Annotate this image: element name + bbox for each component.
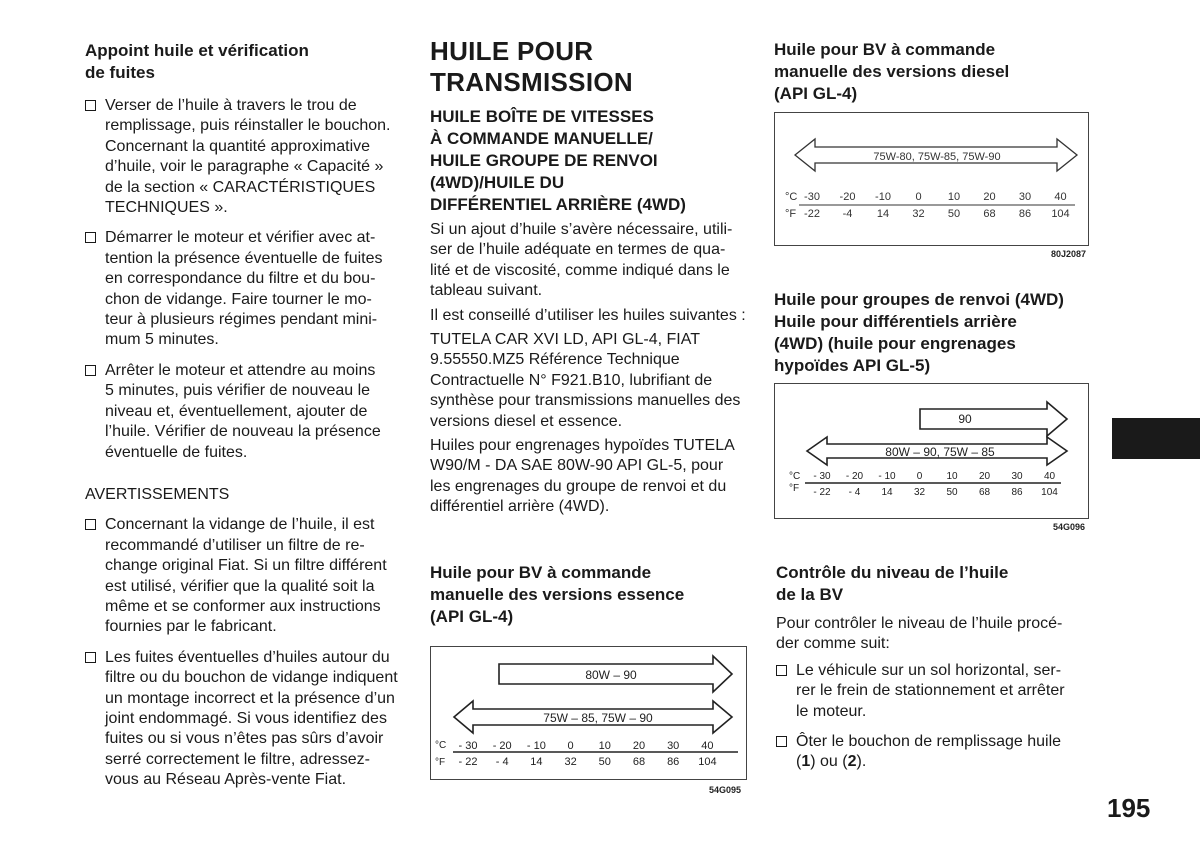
renvoi-oil-diagram bbox=[775, 384, 1088, 518]
fahrenheit-tick-label: 68 bbox=[978, 487, 991, 498]
celsius-tick-label: 40 bbox=[701, 740, 714, 752]
celsius-tick-label: - 30 bbox=[813, 471, 831, 482]
column-middle bbox=[430, 36, 748, 518]
essence-oil-diagram bbox=[431, 647, 746, 779]
page-number: 195 bbox=[1107, 793, 1151, 823]
section-heading-diesel: Huile pour BV à commande manuelle des versions diesel (API GL-4) bbox=[774, 40, 1010, 103]
fahrenheit-tick-label: -22 bbox=[804, 208, 820, 220]
fahrenheit-tick-label: 104 bbox=[1041, 487, 1058, 498]
checkbox-bullet-icon bbox=[85, 519, 96, 530]
celsius-tick-label: - 10 bbox=[526, 740, 546, 752]
fahrenheit-tick-label: 68 bbox=[632, 756, 646, 768]
celsius-tick-label: 0 bbox=[916, 471, 923, 482]
celsius-tick-label: 0 bbox=[567, 740, 574, 752]
fahrenheit-tick-label: - 22 bbox=[458, 756, 478, 768]
column-left bbox=[85, 40, 400, 791]
arrow-80w90-75w85-label: 80W – 90, 75W – 85 bbox=[885, 445, 995, 459]
fahrenheit-unit-label: °F bbox=[785, 208, 797, 220]
section-heading-renvoi: Huile pour groupes de renvoi (4WD) Huile pour différentiels arrière (4WD) (huile pour engrenages hypoïdes API GL-5) bbox=[774, 290, 1064, 375]
list-item: Concernant la vidange de l’huile, il est recommandé d’utiliser un filtre de re- change original Fiat. Si un filtre différent est utilisé, vérifier que la qualité soit la même et se conformer aux instructions fournies par le fabricant. bbox=[85, 515, 400, 637]
fahrenheit-tick-label: -4 bbox=[842, 208, 853, 220]
celsius-unit-label: °C bbox=[785, 191, 798, 203]
fahrenheit-tick-label: 50 bbox=[947, 208, 961, 220]
figure-diesel-oil-chart bbox=[774, 112, 1089, 259]
section-heading-controle: Contrôle du niveau de l’huile de la BV bbox=[776, 563, 1009, 604]
section-heading-appoint: Appoint huile et vérification de fuites bbox=[85, 41, 309, 82]
fahrenheit-tick-label: 32 bbox=[912, 208, 925, 220]
celsius-tick-label: 10 bbox=[947, 191, 961, 203]
page-title: HUILE POUR TRANSMISSION bbox=[430, 36, 633, 97]
fahrenheit-tick-label: - 22 bbox=[813, 487, 831, 498]
fahrenheit-tick-label: 86 bbox=[667, 756, 680, 768]
fahrenheit-tick-label: 32 bbox=[913, 487, 926, 498]
fahrenheit-tick-label: 14 bbox=[876, 208, 890, 220]
celsius-tick-label: 10 bbox=[598, 740, 611, 752]
celsius-unit-label: °C bbox=[789, 471, 801, 482]
fahrenheit-tick-label: 50 bbox=[598, 756, 611, 768]
celsius-tick-label: - 30 bbox=[458, 740, 478, 752]
figure-code: 80J2087 bbox=[1051, 249, 1087, 259]
celsius-tick-label: 40 bbox=[1054, 191, 1067, 203]
celsius-tick-label: 30 bbox=[667, 740, 680, 752]
checkbox-bullet-icon bbox=[85, 100, 96, 111]
celsius-tick-label: 20 bbox=[978, 471, 991, 482]
paragraph: Huiles pour engrenages hypoïdes TUTELA W90/M - DA SAE 80W-90 API GL-5, pour les engrenages du groupe de renvoi et du différentiel arrière (4WD). bbox=[430, 437, 735, 516]
celsius-unit-label: °C bbox=[435, 740, 447, 751]
section-heading-essence: Huile pour BV à commande manuelle des versions essence (API GL-4) bbox=[430, 563, 685, 626]
fahrenheit-tick-label: 14 bbox=[530, 756, 543, 768]
figure-code: 54G095 bbox=[709, 785, 742, 795]
celsius-tick-label: 40 bbox=[1043, 471, 1056, 482]
arrow-75w80-75w85-75w90-label: 75W-80, 75W-85, 75W-90 bbox=[873, 151, 1001, 163]
list-item: Verser de l’huile à travers le trou de remplissage, puis réinstaller le bouchon. Concernant la quantité approximative d’huile, voir le paragraphe « Capacité » de la section « CARACTÉRISTIQUES TECHNIQUES ». bbox=[85, 96, 400, 218]
fahrenheit-tick-label: 104 bbox=[1051, 208, 1070, 220]
list-item: Les fuites éventuelles d’huiles autour du filtre ou du bouchon de vidange indiquent un montage incorrect et la présence d’un joint endommagé. Si vous identifiez des fuites ou si vous n’êtes pas sûrs d’avoir serré correctement le filtre, adressez- vous au Réseau Après-vente Fiat. bbox=[85, 648, 400, 791]
arrow-90-label: 90 bbox=[958, 412, 972, 426]
section-subtitle: HUILE BOÎTE DE VITESSES À COMMANDE MANUELLE/ HUILE GROUPE DE RENVOI (4WD)/HUILE DU DIFFÉRENTIEL ARRIÈRE (4WD) bbox=[430, 107, 686, 214]
celsius-tick-label: 10 bbox=[946, 471, 958, 482]
warnings-heading: AVERTISSEMENTS bbox=[85, 485, 230, 503]
checkbox-bullet-icon bbox=[85, 232, 96, 243]
arrow-75w85-75w90-label: 75W – 85, 75W – 90 bbox=[543, 711, 653, 725]
fahrenheit-tick-label: 32 bbox=[564, 756, 577, 768]
celsius-tick-label: 30 bbox=[1018, 191, 1032, 203]
fahrenheit-tick-label: 104 bbox=[698, 756, 717, 768]
list-item: Arrêter le moteur et attendre au moins 5 minutes, puis vérifier de nouveau le niveau et, éventuellement, ajouter de l’huile. Vérifier de nouveau la présence éventuelle de fuites. bbox=[85, 361, 400, 463]
celsius-tick-label: - 20 bbox=[492, 740, 512, 752]
celsius-tick-label: 20 bbox=[983, 191, 996, 203]
fahrenheit-unit-label: °F bbox=[789, 483, 800, 494]
diesel-oil-diagram bbox=[775, 113, 1088, 245]
checkbox-bullet-icon bbox=[776, 736, 787, 747]
arrow-90 bbox=[920, 402, 1067, 436]
list-item: Le véhicule sur un sol horizontal, ser- rer le frein de stationnement et arrêter le moteur. bbox=[776, 661, 1092, 722]
celsius-tick-label: 20 bbox=[632, 740, 646, 752]
fahrenheit-tick-label: 14 bbox=[881, 487, 893, 498]
fahrenheit-tick-label: 86 bbox=[1011, 487, 1023, 498]
paragraph: Il est conseillé d’utiliser les huiles suivantes : bbox=[430, 306, 746, 324]
fahrenheit-unit-label: °F bbox=[435, 757, 446, 768]
celsius-tick-label: - 10 bbox=[878, 471, 896, 482]
celsius-tick-label: 30 bbox=[1011, 471, 1023, 482]
figure-renvoi-oil-chart bbox=[774, 383, 1089, 532]
fahrenheit-tick-label: 68 bbox=[983, 208, 996, 220]
checkbox-bullet-icon bbox=[85, 365, 96, 376]
celsius-tick-label: - 20 bbox=[845, 471, 864, 482]
fahrenheit-tick-label: 50 bbox=[946, 487, 958, 498]
fahrenheit-tick-label: 86 bbox=[1018, 208, 1032, 220]
controle-body bbox=[776, 614, 1092, 773]
arrow-80w90-label: 80W – 90 bbox=[585, 668, 637, 682]
paragraph: Si un ajout d’huile s’avère nécessaire, utili- ser de l’huile adéquate en termes de qua- lité et de viscosité, comme indiqué dans le tableau suivant. bbox=[430, 221, 733, 300]
fahrenheit-tick-label: - 4 bbox=[495, 756, 509, 768]
celsius-tick-label: -30 bbox=[804, 191, 820, 203]
figure-essence-oil-chart bbox=[430, 646, 747, 795]
checkbox-bullet-icon bbox=[85, 652, 96, 663]
celsius-tick-label: 0 bbox=[915, 191, 922, 203]
fahrenheit-tick-label: - 4 bbox=[848, 487, 861, 498]
celsius-tick-label: -10 bbox=[875, 191, 891, 203]
paragraph: TUTELA CAR XVI LD, API GL-4, FIAT 9.55550.MZ5 Référence Technique Contractuelle N° F921.B10, lubrifiant de synthèse pour transmissions manuelles des versions diesel et essence. bbox=[430, 331, 741, 430]
checkbox-bullet-icon bbox=[776, 665, 787, 676]
list-item: Ôter le bouchon de remplissage huile (1) ou (2). bbox=[776, 732, 1092, 773]
paragraph: Pour contrôler le niveau de l’huile procé- der comme suit: bbox=[776, 615, 1063, 653]
section-tab-marker bbox=[1112, 418, 1200, 459]
figure-code: 54G096 bbox=[1053, 522, 1086, 532]
celsius-tick-label: -20 bbox=[839, 191, 856, 203]
list-item: Démarrer le moteur et vérifier avec at- tention la présence éventuelle de fuites en correspondance du filtre et du bou- chon de vidange. Faire tourner le mo- teur à plusieurs régimes pendant mini- mum 5 minutes. bbox=[85, 228, 400, 350]
